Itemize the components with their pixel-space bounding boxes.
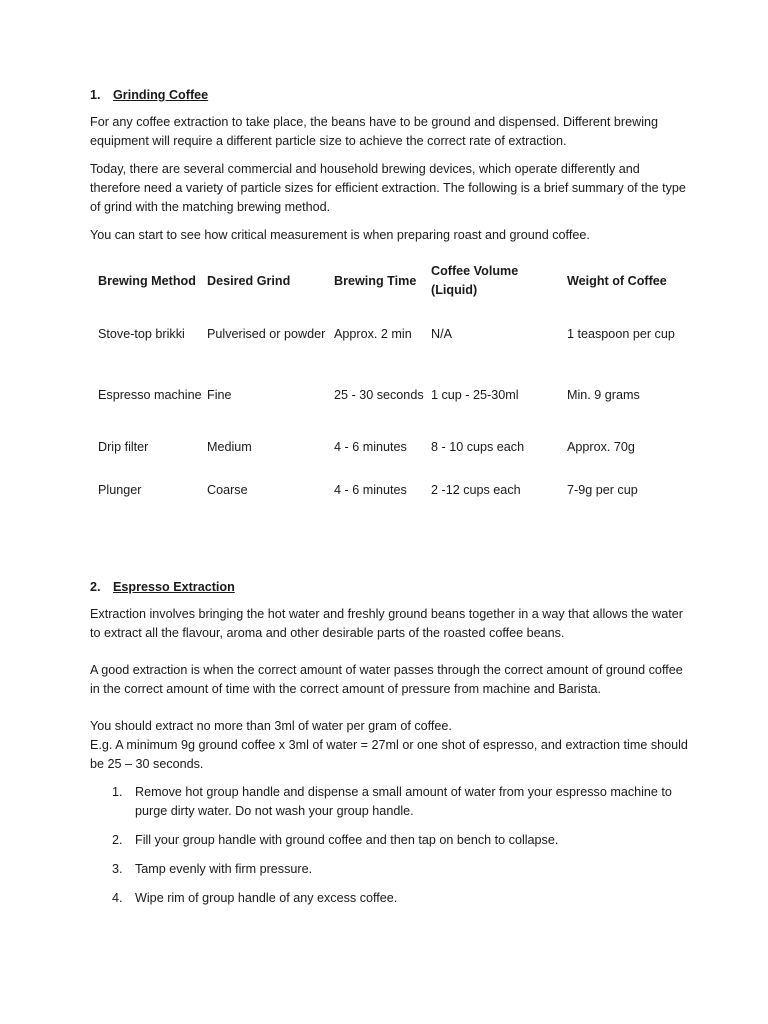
table-cell: Espresso machine: [98, 388, 202, 402]
table-cell: 8 - 10 cups each: [431, 440, 525, 454]
table-cell: Approx. 70g: [567, 440, 635, 454]
section-1-number: 1.: [90, 88, 101, 102]
extraction-steps-list: [90, 783, 690, 908]
step-text: Remove hot group handle and dispense a small amount of water from your espresso machine to purge dirty water. Do not wash your group handle.: [135, 785, 672, 818]
table-cell: Fine: [207, 388, 232, 402]
table-cell: 1 teaspoon per cup: [567, 327, 675, 341]
table-cell: Medium: [207, 440, 252, 454]
section-2-paragraph: A good extraction is when the correct amount of water passes through the correct amount of ground coffee in the correct amount of time with the correct amount of pressure from machine and Barista.: [90, 663, 683, 696]
step-text: Tamp evenly with firm pressure.: [135, 862, 313, 876]
section-2-title: Espresso Extraction: [113, 580, 235, 594]
list-item: [90, 889, 690, 908]
section-1-paragraph: Today, there are several commercial and household brewing devices, which operate differently and therefore need a variety of particle sizes for efficient extraction. The following is a brief summary of the type of grind with the matching brewing method.: [90, 162, 686, 214]
table-row: [90, 365, 675, 426]
section-2-number: 2.: [90, 580, 101, 594]
section-2: [90, 578, 690, 908]
table-row: [90, 426, 675, 469]
table-cell: Pulverised or powder: [207, 327, 326, 341]
document-page: [90, 86, 690, 918]
table-header-cell: Brewing Time: [334, 273, 417, 288]
step-text: Fill your group handle with ground coffee and then tap on bench to collapse.: [135, 833, 559, 847]
table-cell: Min. 9 grams: [567, 388, 640, 402]
table-cell: Plunger: [98, 483, 142, 497]
extraction-rule: You should extract no more than 3ml of water per gram of coffee.: [90, 719, 452, 733]
table-header-cell: Coffee Volume (Liquid): [431, 264, 519, 297]
section-1-paragraph: For any coffee extraction to take place, the beans have to be ground and dispensed. Different brewing equipment will require a different particle size to achieve the correct rate of extraction.: [90, 115, 659, 148]
table-row: [90, 469, 675, 512]
table-header-cell: Desired Grind: [207, 273, 291, 288]
step-number: 4.: [112, 891, 123, 905]
table-header-row: [90, 258, 675, 304]
list-item: [90, 831, 690, 850]
step-number: 3.: [112, 862, 123, 876]
table-cell: 25 - 30 seconds: [334, 388, 424, 402]
section-1-heading: [90, 86, 690, 105]
table-row: [90, 304, 675, 365]
table-cell: 4 - 6 minutes: [334, 483, 407, 497]
table-cell: 7-9g per cup: [567, 483, 638, 497]
grind-summary-table: [90, 258, 675, 512]
table-cell: Coarse: [207, 483, 248, 497]
table-header-cell: Weight of Coffee: [567, 273, 667, 288]
step-text: Wipe rim of group handle of any excess coffee.: [135, 891, 398, 905]
section-2-paragraph: Extraction involves bringing the hot water and freshly ground beans together in a way that allows the water to extract all the flavour, aroma and other desirable parts of the roasted coffee beans.: [90, 607, 683, 640]
table-cell: 4 - 6 minutes: [334, 440, 407, 454]
table-header-cell: Brewing Method: [98, 273, 196, 288]
list-item: [90, 860, 690, 879]
section-2-heading: [90, 578, 690, 597]
table-cell: 2 -12 cups each: [431, 483, 521, 497]
extraction-example: E.g. A minimum 9g ground coffee x 3ml of water = 27ml or one shot of espresso, and extraction time should be 25 – 30 seconds.: [90, 738, 688, 771]
table-cell: N/A: [431, 327, 452, 341]
table-cell: Drip filter: [98, 440, 149, 454]
table-cell: Approx. 2 min: [334, 327, 412, 341]
section-1-title: Grinding Coffee: [113, 88, 209, 102]
step-number: 1.: [112, 785, 123, 799]
step-number: 2.: [112, 833, 123, 847]
table-cell: Stove-top brikki: [98, 327, 185, 341]
section-1-paragraph: You can start to see how critical measurement is when preparing roast and ground coffee.: [90, 228, 590, 242]
table-cell: 1 cup - 25-30ml: [431, 388, 519, 402]
list-item: [90, 783, 690, 821]
